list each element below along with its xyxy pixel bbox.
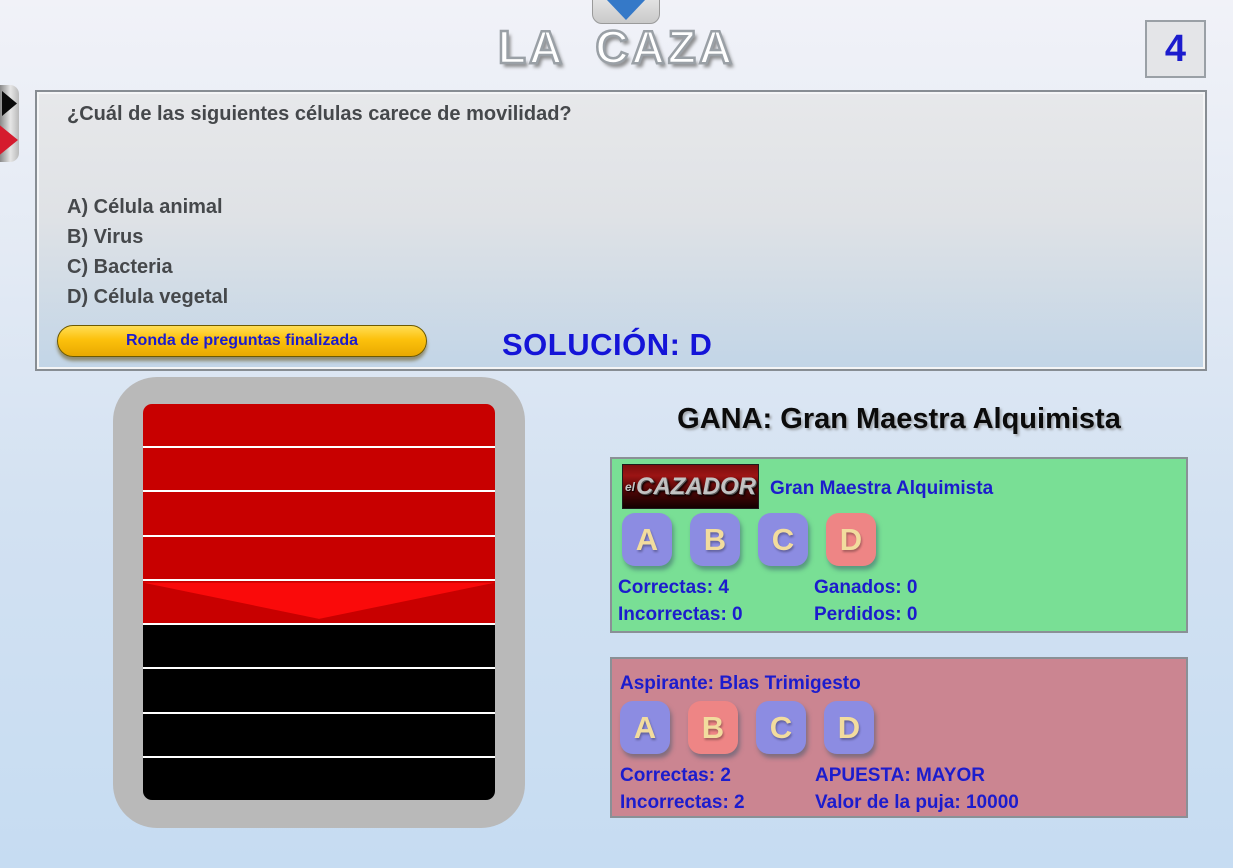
board-row-red [143, 446, 495, 490]
answer-button-c[interactable]: C [758, 513, 808, 566]
hunter-correct-count: Correctas: 4 [618, 577, 729, 598]
answer-button-d[interactable]: D [824, 701, 874, 754]
answer-button-b[interactable]: B [690, 513, 740, 566]
hunter-won-count: Ganados: 0 [814, 577, 918, 598]
red-play-arrow-icon[interactable] [0, 123, 18, 157]
hunter-answers [622, 513, 876, 566]
board-row-red [143, 404, 495, 446]
option-a: A) Célula animal [67, 196, 223, 218]
question-panel [35, 90, 1207, 371]
cazador-logo-prefix: el [624, 479, 635, 494]
board-row-black [143, 667, 495, 711]
hunter-incorrect-count: Incorrectas: 0 [618, 604, 743, 625]
position-marker [143, 581, 495, 623]
challenger-name: Aspirante: Blas Trimigesto [620, 673, 861, 694]
board-row-black [143, 623, 495, 667]
challenger-answers [620, 701, 874, 754]
question-text: ¿Cuál de las siguientes células carece de movilidad? [67, 103, 572, 125]
challenger-incorrect-count: Incorrectas: 2 [620, 792, 745, 813]
answer-button-a[interactable]: A [620, 701, 670, 754]
answer-button-a[interactable]: A [622, 513, 672, 566]
option-b: B) Virus [67, 226, 144, 248]
challenger-correct-count: Correctas: 2 [620, 765, 731, 786]
answer-button-d[interactable]: D [826, 513, 876, 566]
board-row-red [143, 490, 495, 534]
option-c: C) Bacteria [67, 256, 173, 278]
page-title: LA CAZA [497, 21, 736, 73]
option-d: D) Célula vegetal [67, 286, 229, 308]
board-row-red [143, 579, 495, 623]
board-row-black [143, 712, 495, 756]
solution-text: SOLUCIÓN: D [502, 327, 713, 362]
round-counter: 4 [1145, 20, 1206, 78]
board-row-red [143, 535, 495, 579]
options-list [67, 192, 228, 312]
answer-button-c[interactable]: C [756, 701, 806, 754]
board-row-black [143, 756, 495, 800]
blue-diamond-down-icon [606, 0, 646, 20]
challenger-bet: APUESTA: MAYOR [815, 765, 985, 786]
hunter-name: Gran Maestra Alquimista [770, 478, 994, 499]
board [143, 404, 495, 800]
board-container [113, 377, 525, 828]
side-nav [0, 85, 19, 162]
cazador-logo [622, 464, 759, 509]
winner-heading: GANA: Gran Maestra Alquimista [677, 403, 1121, 435]
hunter-panel [610, 457, 1188, 633]
round-finished-button[interactable]: Ronda de preguntas finalizada [57, 325, 427, 357]
hunter-lost-count: Perdidos: 0 [814, 604, 918, 625]
black-play-arrow-icon[interactable] [2, 91, 17, 116]
cazador-logo-text: CAZADOR [636, 472, 756, 500]
answer-button-b[interactable]: B [688, 701, 738, 754]
challenger-panel [610, 657, 1188, 818]
challenger-bet-value: Valor de la puja: 10000 [815, 792, 1019, 813]
